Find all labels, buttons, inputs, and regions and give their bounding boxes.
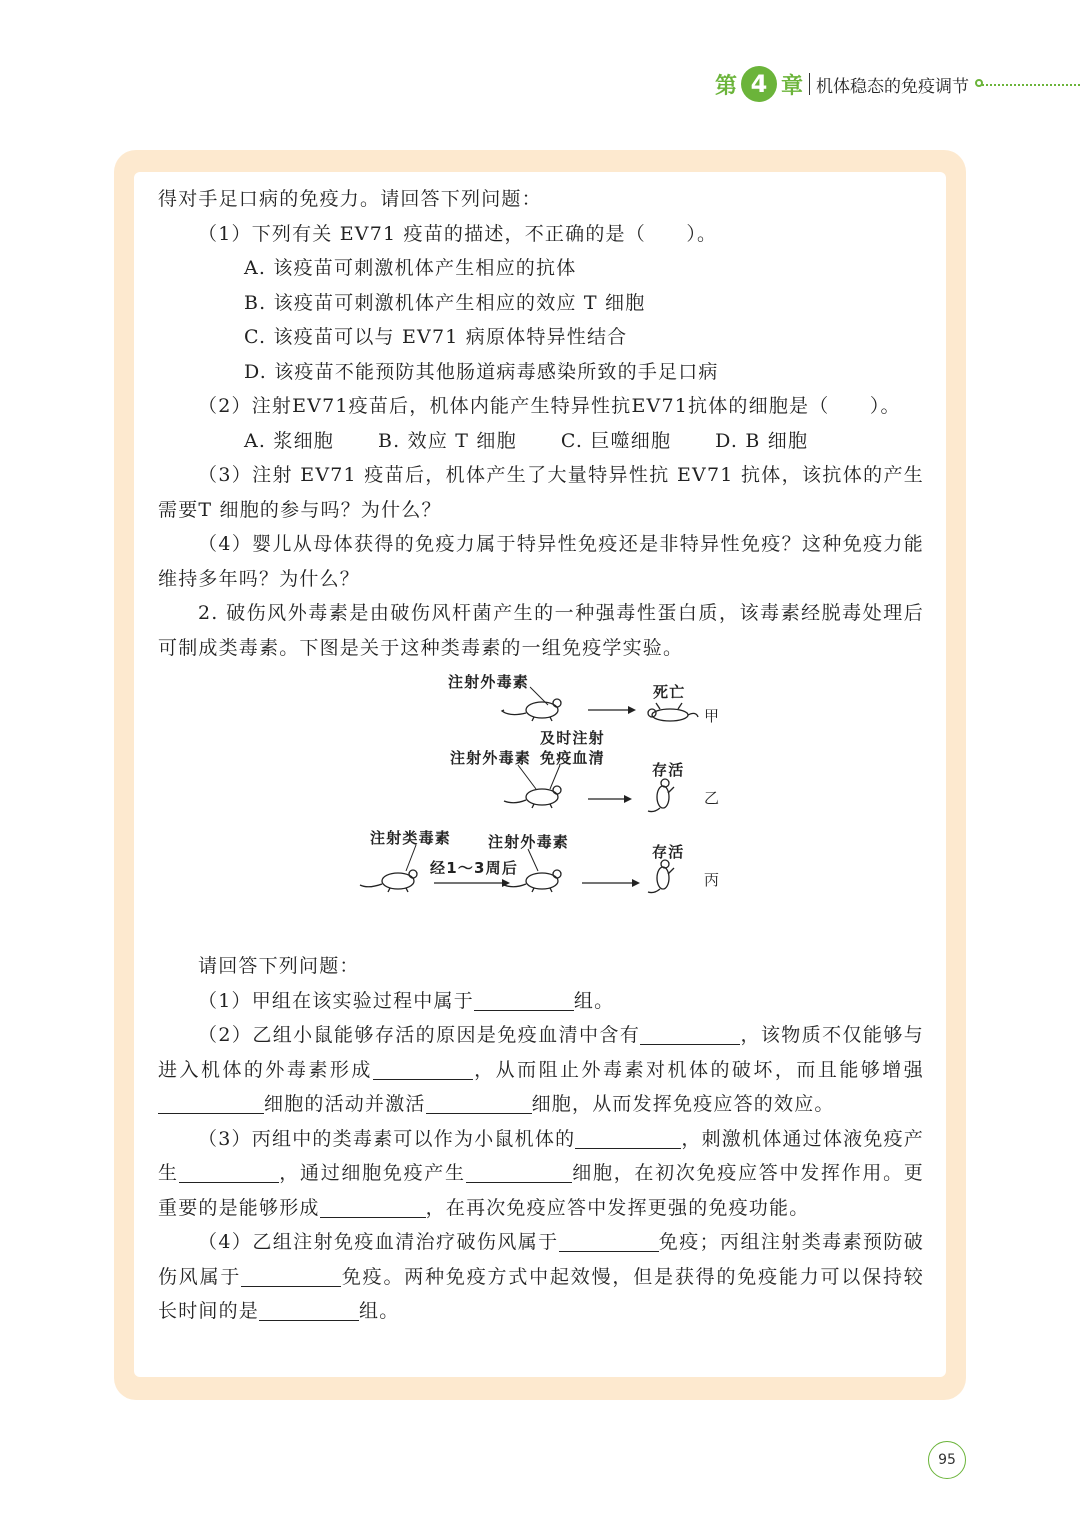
answer-blank[interactable] (373, 1057, 473, 1080)
row2-group-label: 乙 (704, 789, 721, 807)
q2-a4-part2: 免疫；丙组注射类毒素预防破伤风属于 (158, 1231, 924, 1288)
exercise-content (158, 182, 924, 1329)
answer-blank[interactable] (640, 1022, 740, 1045)
q2-a3-part5: ，在再次免疫应答中发挥更强的免疫功能。 (425, 1196, 810, 1219)
q1-sub2-option-d: D. B 细胞 (715, 429, 809, 452)
row2-inject-label: 注射外毒素 (450, 749, 532, 767)
q1-sub2: （2）注射EV71疫苗后，机体内能产生特异性抗EV71抗体的细胞是（ ）。 (198, 395, 901, 417)
chapter-separator (809, 73, 810, 95)
row1-result-label: 死亡 (653, 683, 686, 701)
row3-group-label: 丙 (704, 871, 721, 889)
experiment-diagram (158, 673, 924, 943)
q1-sub2-option-a: A. 浆细胞 (244, 429, 335, 452)
q2-answer3 (158, 1122, 924, 1226)
q1-sub1: （1）下列有关 EV71 疫苗的描述，不正确的是（ ）。 (198, 222, 718, 245)
row3-arrowhead-2 (632, 879, 640, 887)
q2-a3-part3: ，通过细胞免疫产生 (278, 1162, 466, 1184)
chapter-label-zhang: 章 (781, 73, 804, 99)
row3-inject2-label: 注射外毒素 (488, 833, 570, 851)
row2-pointer-1 (518, 765, 536, 789)
dead-mouse-icon (648, 703, 698, 721)
row2-result-label: 存活 (652, 761, 685, 779)
q1-option-c: C. 该疫苗可以与 EV71 病原体特异性结合 (244, 326, 628, 348)
q2-a3-part4: 细胞，在初次免疫应答中发挥作用。更重要的是能够形成 (158, 1162, 925, 1219)
mouse-icon-row1 (502, 699, 561, 721)
answer-blank[interactable] (466, 1160, 572, 1183)
q1-sub2-option-b: B. 效应 T 细胞 (378, 429, 517, 452)
row1-group-label: 甲 (704, 707, 721, 725)
q2-a3-part2: ，刺激机体通过体液免疫产生 (158, 1127, 925, 1184)
q2-a4-part1: （4）乙组注射免疫血清治疗破伤风属于 (198, 1231, 559, 1253)
mouse-icon-row3-a (360, 870, 417, 892)
q2-a1-post: 组。 (573, 989, 615, 1012)
q2-a4-part4: 组。 (359, 1300, 400, 1322)
page-number: 95 (928, 1441, 966, 1479)
q2-intro: 2. 破伤风外毒素是由破伤风杆菌产生的一种强毒性蛋白质，该毒素经脱毒处理后可制成类毒素。下图是关于这种类毒素的一组免疫学实验。 (158, 602, 924, 659)
header-dotted-line (978, 84, 1080, 86)
standing-mouse-icon-row3 (648, 860, 674, 893)
q2-a2-part2: ，该物质不仅能够与进入机体的外毒素形成 (158, 1024, 924, 1081)
row3-result-label: 存活 (652, 843, 685, 861)
chapter-title: 机体稳态的免疫调节 (816, 76, 970, 97)
answer-blank[interactable] (320, 1195, 426, 1218)
q1-option-b: B. 该疫苗可刺激机体产生相应的效应 T 细胞 (244, 291, 646, 314)
answer-blank[interactable] (259, 1298, 359, 1321)
q2-answer4 (158, 1225, 924, 1329)
q1-sub2-option-c: C. 巨噬细胞 (560, 429, 672, 452)
q2-a4-part3: 免疫。两种免疫方式中起效慢，但是获得的免疫能力可以保持较长时间的是 (158, 1265, 924, 1322)
experiment-figure (158, 673, 924, 943)
chapter-number-badge: 4 (741, 66, 777, 102)
q2-a2-part3: ，从而阻止外毒素对机体的破坏，而且能够增强 (472, 1058, 924, 1081)
answer-blank[interactable] (158, 1091, 264, 1114)
q2-a1-pre: （1）甲组在该实验过程中属于 (198, 989, 474, 1012)
q1-option-a: A. 该疫苗可刺激机体产生相应的抗体 (244, 257, 577, 279)
row3-pointer-2 (528, 849, 538, 871)
q1-option-d: D. 该疫苗不能预防其他肠道病毒感染所致的手足口病 (244, 360, 719, 383)
q2-a2-part1: （2）乙组小鼠能够存活的原因是免疫血清中含有 (198, 1024, 641, 1046)
q2-a2-part5: 细胞，从而发挥免疫应答的效应。 (531, 1093, 835, 1115)
chapter-header (715, 64, 969, 104)
row1-inject-label: 注射外毒素 (448, 673, 530, 691)
answer-blank[interactable] (426, 1091, 532, 1114)
row2-serum-label-2: 免疫血清 (540, 749, 605, 767)
row2-arrowhead (624, 795, 632, 803)
row1-arrowhead (628, 706, 636, 714)
standing-mouse-icon-row2 (648, 779, 674, 812)
answer-blank[interactable] (575, 1126, 681, 1149)
row3-wait-label: 经1～3周后 (430, 859, 519, 877)
header-circle-icon (975, 79, 983, 87)
chapter-label-di: 第 (715, 73, 738, 99)
q2-answer1 (158, 984, 924, 1019)
q1-intro: 得对手足口病的免疫力。请回答下列问题： (158, 188, 542, 210)
answer-blank[interactable] (559, 1229, 659, 1252)
answer-blank[interactable] (474, 988, 574, 1011)
q1-sub2-options (158, 424, 924, 459)
mouse-icon-row2 (504, 786, 561, 808)
q2-a2-part4: 细胞的活动并激活 (264, 1093, 426, 1115)
row3-inject1-label: 注射类毒素 (370, 829, 452, 847)
answer-blank[interactable] (241, 1264, 341, 1287)
row2-pointer-2 (550, 765, 560, 789)
answer-blank[interactable] (179, 1160, 279, 1183)
q2-answer2 (158, 1018, 924, 1122)
q2-a3-part1: （3）丙组中的类毒素可以作为小鼠机体的 (198, 1127, 576, 1150)
row3-pointer-1 (406, 845, 416, 871)
q1-sub4: （4）婴儿从母体获得的免疫力属于特异性免疫还是非特异性免疫？这种免疫力能维持多年吗？为什么？ (158, 533, 924, 590)
q2-ask: 请回答下列问题： (198, 955, 360, 977)
q1-sub3: （3）注射 EV71 疫苗后，机体产生了大量特异性抗 EV71 抗体，该抗体的产生需要T 细胞的参与吗？为什么？ (158, 464, 924, 521)
row2-serum-label-1: 及时注射 (540, 729, 605, 747)
